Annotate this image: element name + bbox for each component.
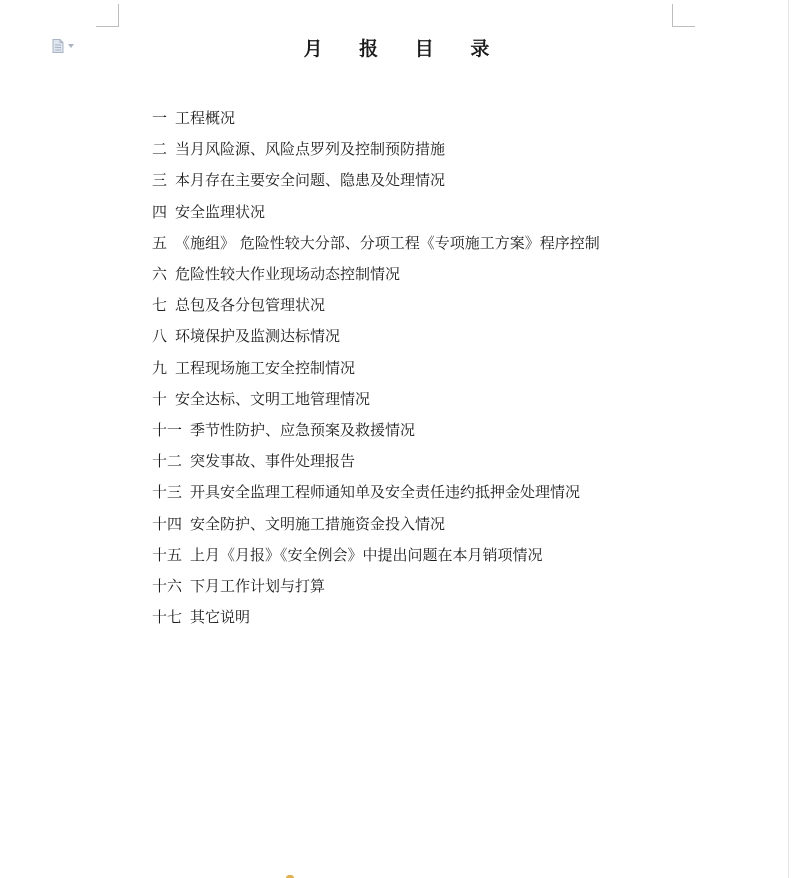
toc-item-number: 十一 — [152, 420, 183, 439]
toc-item — [152, 164, 600, 195]
toc-item-number: 七 — [152, 296, 168, 315]
toc-item — [152, 352, 600, 383]
toc-item-number: 十五 — [152, 545, 183, 564]
toc-item-text: 下月工作计划与打算 — [190, 576, 326, 595]
toc-item — [152, 102, 600, 133]
toc-item-number: 四 — [152, 202, 168, 221]
document-title: 月 报 目 录 — [303, 38, 505, 60]
toc-item-text: 安全防护、文明施工措施资金投入情况 — [190, 514, 446, 533]
toc-item-number: 十 — [152, 389, 168, 408]
toc-item-text: 本月存在主要安全问题、隐患及处理情况 — [175, 171, 446, 190]
toc-item — [152, 133, 600, 164]
toc-item — [152, 414, 600, 445]
toc-item — [152, 601, 600, 632]
toc-item-text: 安全达标、文明工地管理情况 — [175, 389, 371, 408]
toc-item-text: 上月《月报》《安全例会》中提出问题在本月销项情况 — [190, 545, 543, 564]
toc-item-number: 五 — [152, 233, 168, 252]
toc-item-number: 十六 — [152, 576, 183, 595]
toc-item-text: 总包及各分包管理状况 — [175, 296, 326, 315]
toc-item-text: 开具安全监理工程师通知单及安全责任违约抵押金处理情况 — [190, 483, 581, 502]
toc-item-text: 环境保护及监测达标情况 — [175, 327, 341, 346]
toc-item-number: 六 — [152, 265, 168, 284]
toc-item-text: 危险性较大作业现场动态控制情况 — [175, 265, 401, 284]
toc-item — [152, 539, 600, 570]
toc-item-number: 十三 — [152, 483, 183, 502]
toc-item — [152, 289, 600, 320]
toc-item-number: 三 — [152, 171, 168, 190]
toc-item-text: 其它说明 — [190, 608, 251, 627]
toc-item-number: 二 — [152, 140, 168, 159]
toc-item-text: 当月风险源、风险点罗列及控制预防措施 — [175, 140, 446, 159]
toc-item — [152, 320, 600, 351]
toc-item-number: 十二 — [152, 452, 183, 471]
toc-item — [152, 227, 600, 258]
toc-item-text: 安全监理状况 — [175, 202, 266, 221]
toc-item-number: 十七 — [152, 608, 183, 627]
toc-item — [152, 258, 600, 289]
page-edge — [788, 0, 789, 878]
toc-item-text: 《施组》 危险性较大分部、分项工程《专项施工方案》程序控制 — [175, 233, 600, 252]
toc-item — [152, 445, 600, 476]
toc-item — [152, 570, 600, 601]
toc-item-text: 工程概况 — [175, 109, 236, 128]
toc-item-text: 工程现场施工安全控制情况 — [175, 358, 356, 377]
toc-item-text: 季节性防护、应急预案及救援情况 — [190, 420, 416, 439]
table-of-contents — [152, 102, 600, 632]
margin-corner-top-left — [96, 4, 119, 27]
toc-item — [152, 476, 600, 507]
toc-item — [152, 196, 600, 227]
toc-item-number: 一 — [152, 109, 168, 128]
toc-item-number: 十四 — [152, 514, 183, 533]
toc-item-number: 八 — [152, 327, 168, 346]
toc-item — [152, 383, 600, 414]
toc-item-number: 九 — [152, 358, 168, 377]
toc-item-text: 突发事故、事件处理报告 — [190, 452, 356, 471]
margin-corner-top-right — [672, 4, 695, 27]
toc-item — [152, 507, 600, 538]
